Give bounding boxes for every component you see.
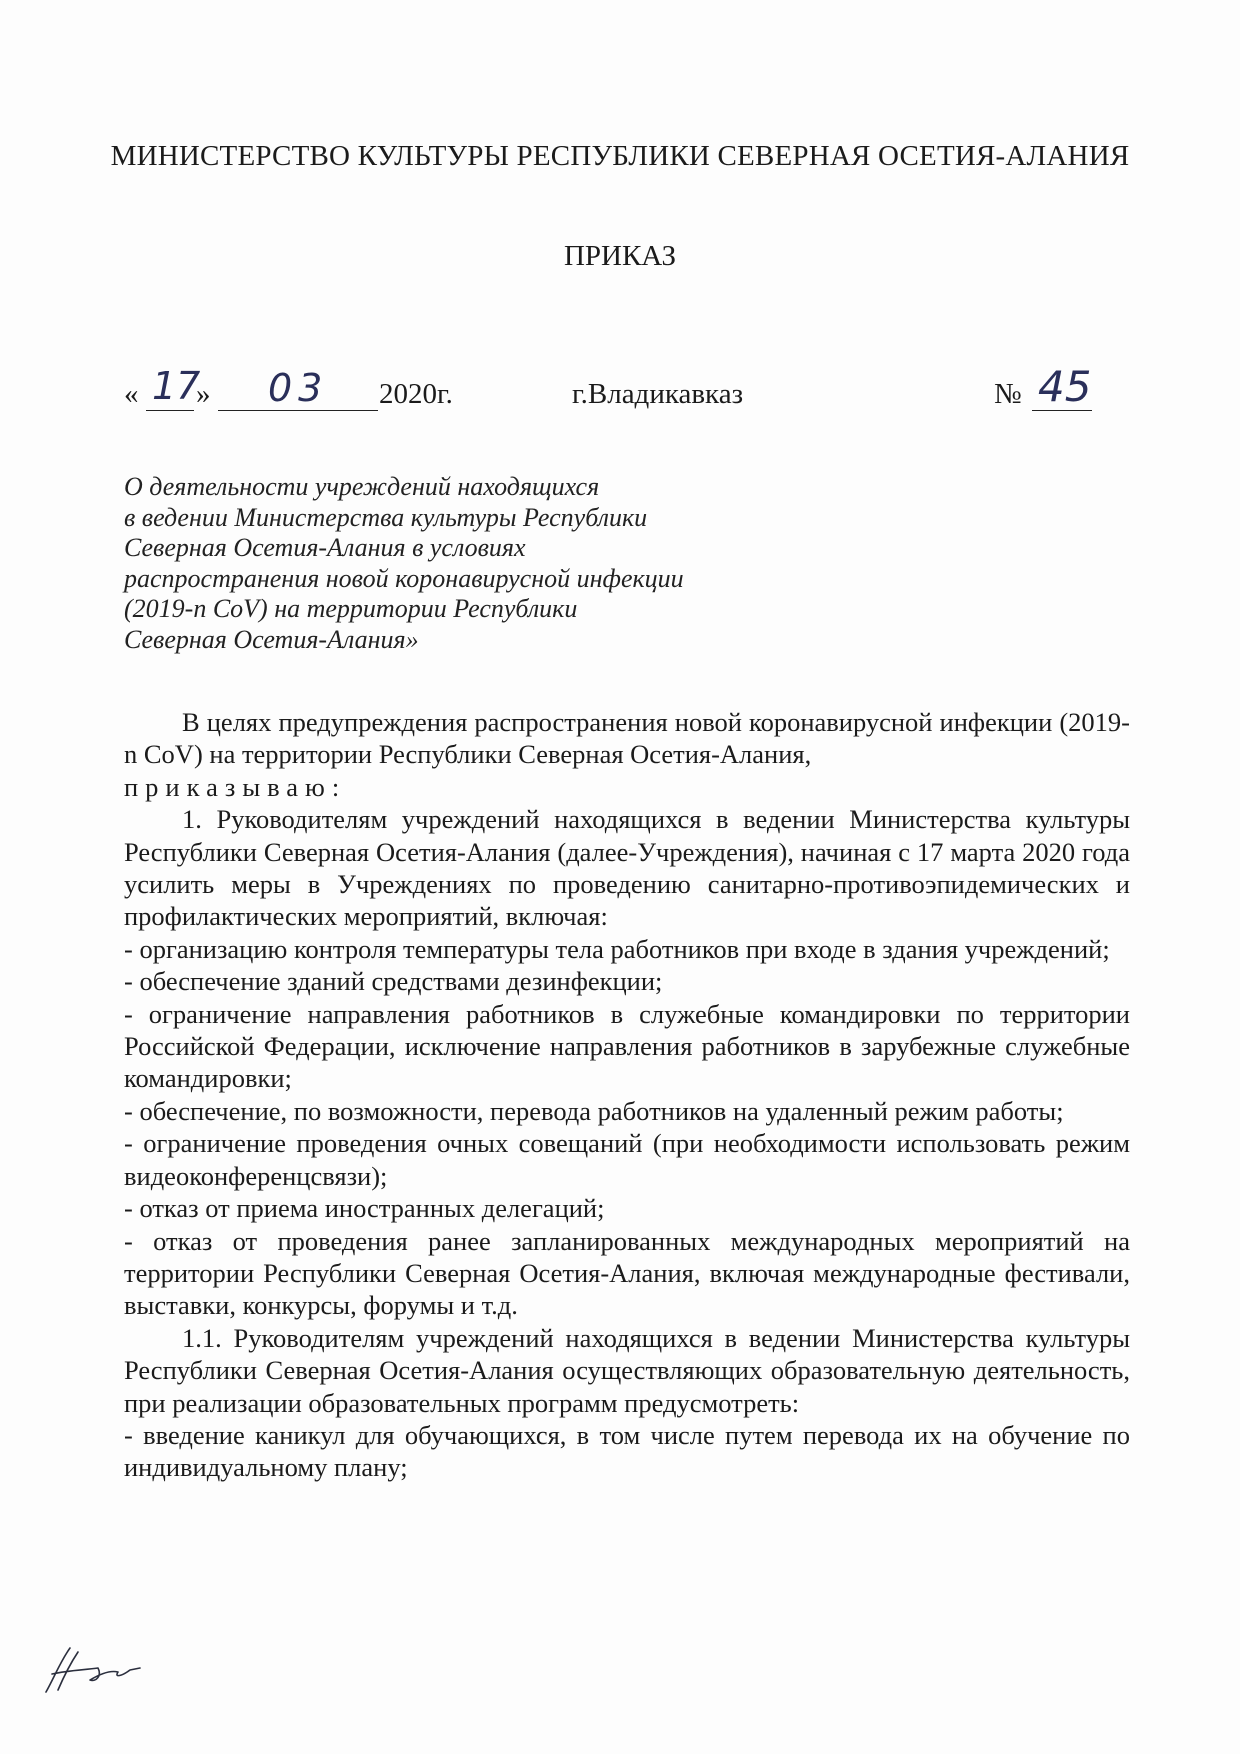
item-1-1: 1.1. Руководителям учреждений находящихся в ведении Министерства культуры Республики Северная Осетия-Алания осуществляющих образовательную деятельность, при реализации образовательных программ предусмотреть:	[124, 1322, 1130, 1418]
item-1-bullet: - ограничение направления работников в служебные командировки по территории Российской Федерации, исключение направления работников в зарубежные служебные командировки;	[124, 998, 1130, 1094]
item-1-bullet: - отказ от проведения ранее запланированных международных мероприятий на территории Республики Северная Осетия-Алания, включая международные фестивали, выставки, конкурсы, форумы и т.д.	[124, 1225, 1130, 1321]
day-underline	[146, 410, 194, 411]
subject-line: в ведении Министерства культуры Республики	[124, 502, 648, 532]
order-title: ПРИКАЗ	[563, 240, 677, 272]
item-1-bullet: - обеспечение, по возможности, перевода работников на удаленный режим работы;	[124, 1095, 1064, 1126]
handwritten-month: 03	[268, 366, 329, 410]
subject-line: О деятельности учреждений находящихся	[124, 472, 600, 501]
intro-paragraph: В целях предупреждения распространения новой коронавирусной инфекции (2019-n CoV) на территории Республики Северная Осетия-Алания,	[124, 707, 1130, 770]
open-quote: «	[124, 378, 139, 410]
ministry-heading: МИНИСТЕРСТВО КУЛЬТУРЫ РЕСПУБЛИКИ СЕВЕРНАЯ ОСЕТИЯ-АЛАНИЯ	[110, 140, 1130, 172]
subject-line: Северная Осетия-Алания»	[124, 624, 419, 654]
date-line	[0, 362, 1240, 420]
item-1-bullet: - ограничение проведения очных совещаний (при необходимости использовать режим видеоконференцсвязи);	[124, 1128, 1130, 1191]
item-1-bullet: - отказ от приема иностранных делегаций;	[124, 1193, 605, 1224]
subject-line: Северная Осетия-Алания в условиях	[124, 533, 526, 562]
item-1-bullet: - организацию контроля температуры тела работников при входе в здания учреждений;	[124, 933, 1110, 964]
item-1-bullet: - обеспечение зданий средствами дезинфекции;	[124, 966, 663, 997]
close-quote: »	[196, 378, 211, 410]
order-word: приказываю:	[124, 771, 347, 802]
city: г.Владикавказ	[572, 378, 744, 410]
number-label: №	[994, 378, 1022, 410]
handwritten-day: 17	[152, 364, 201, 408]
month-underline	[218, 410, 378, 411]
number-underline	[1032, 410, 1092, 411]
handwritten-number: 45	[1038, 362, 1092, 411]
subject-line: (2019-n CoV) на территории Республики	[124, 594, 578, 623]
item-1: 1. Руководителям учреждений находящихся в ведении Министерства культуры Республики Северная Осетия-Алания (далее-Учреждения), начиная с 17 марта 2020 года усилить меры в Учреждениях по проведению санитарно-противоэпидемических и профилактических мероприятий, включая:	[124, 804, 1130, 932]
order-body	[124, 706, 1130, 1484]
year: 2020г.	[379, 378, 453, 410]
subject-line: распространения новой коронавирусной инфекции	[124, 563, 684, 593]
item-1-1-bullet: - введение каникул для обучающихся, в том числе путем перевода их на обучение по индивидуальному плану;	[124, 1419, 1130, 1483]
signature-initials	[40, 1640, 150, 1700]
order-subject	[124, 472, 804, 655]
